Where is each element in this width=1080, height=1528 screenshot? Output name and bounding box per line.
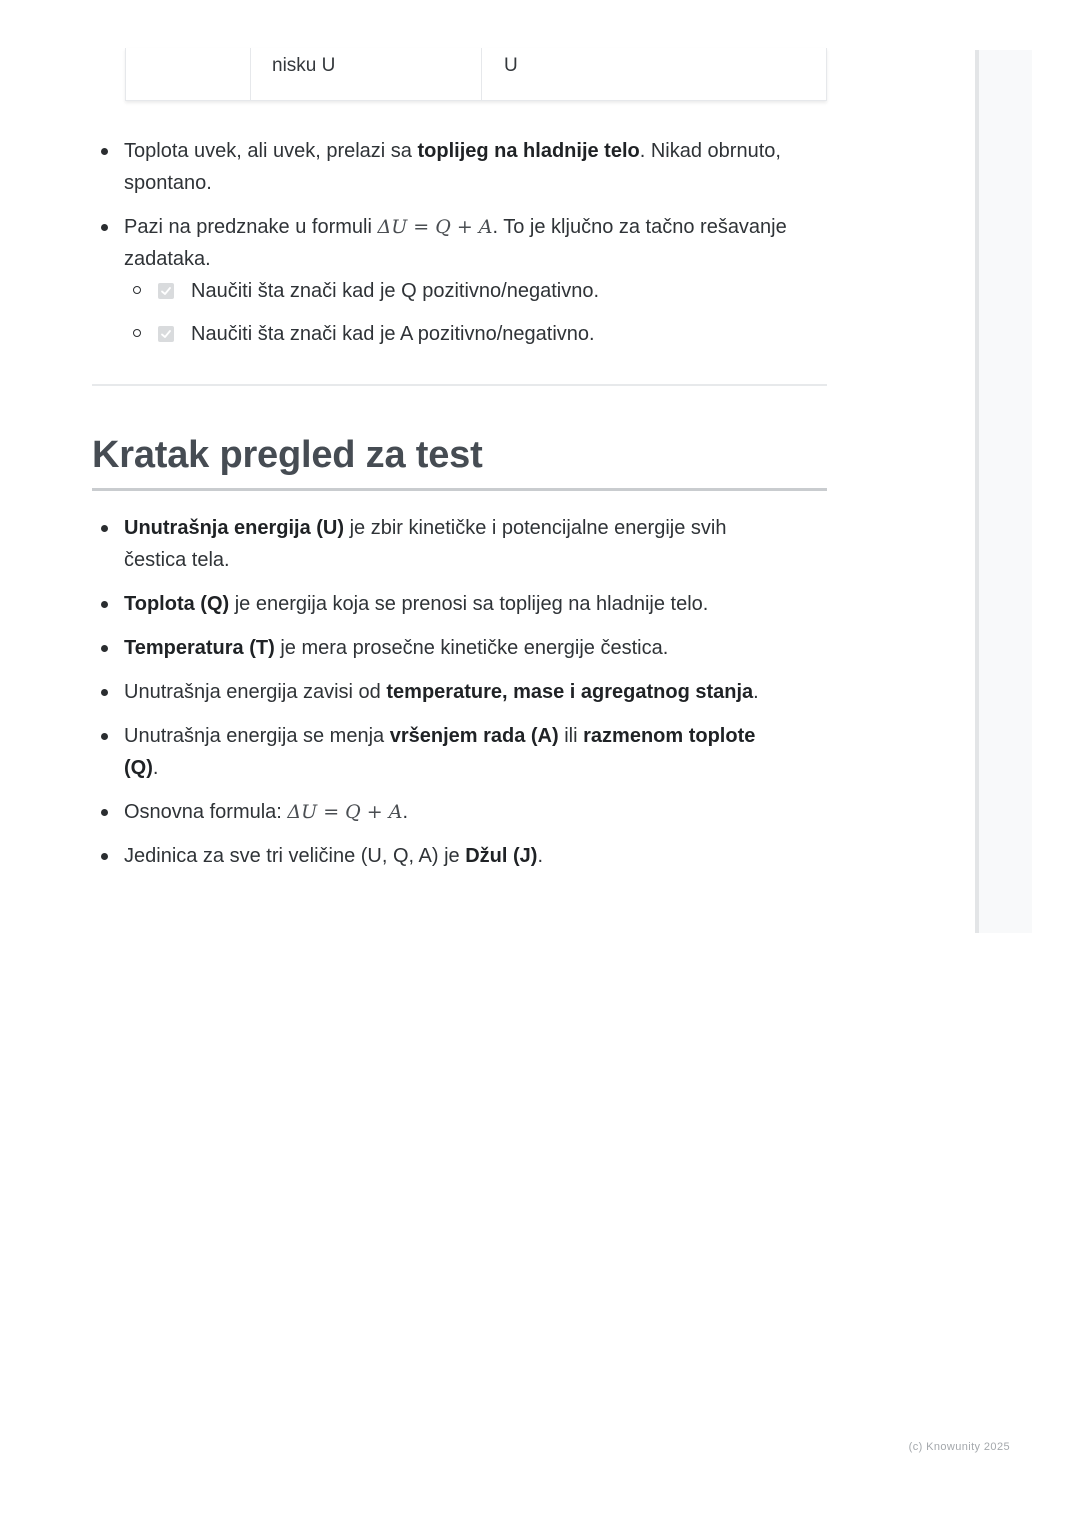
checkbox-checked[interactable] — [158, 326, 174, 342]
text-span: Jedinica za sve tri veličine (U, Q, A) je — [124, 845, 466, 867]
section-heading: Kratak pregled za test — [92, 434, 483, 476]
text-span: čestica tela. — [124, 549, 230, 571]
bold-text: (Q) — [124, 757, 153, 779]
list-item — [92, 211, 828, 361]
formula: ΔU = Q + A — [377, 216, 493, 238]
text-span: je mera prosečne kinetičke energije čestica. — [274, 637, 669, 659]
bold-text: Unutrašnja energija (U) — [124, 517, 345, 539]
text-span: . — [402, 801, 409, 823]
formula: ΔU = Q + A — [287, 801, 403, 823]
list-item — [92, 840, 828, 872]
list-item — [92, 588, 828, 620]
text-span: . — [537, 845, 544, 867]
list-item — [92, 632, 828, 664]
table-cell: nisku U — [250, 48, 482, 100]
bold-text: toplijeg na hladnije telo — [417, 140, 640, 162]
notes-list — [92, 135, 828, 361]
bold-text: Toplota (Q) — [124, 593, 230, 615]
text-span: . — [753, 681, 759, 703]
bold-text: razmenom toplote — [583, 725, 756, 747]
checklist-item — [92, 275, 828, 318]
text-span: Pazi na predznake u formuli — [124, 216, 378, 238]
table-cell: U — [504, 55, 518, 76]
bold-text: vršenjem rada (A) — [389, 725, 559, 747]
list-item — [92, 512, 828, 576]
summary-list — [92, 512, 828, 872]
bold-text: Temperatura (T) — [124, 637, 275, 659]
circle-bullet-icon — [133, 329, 141, 337]
list-item — [92, 676, 828, 708]
text-span: Osnovna formula: — [124, 801, 288, 823]
checklist-label: Naučiti šta znači kad je A pozitivno/negativno. — [191, 323, 595, 345]
text-span: Unutrašnja energija zavisi od — [124, 681, 387, 703]
list-item — [92, 796, 828, 828]
checklist-item — [92, 318, 828, 361]
heading-underline — [92, 488, 827, 491]
text-span: je energija koja se prenosi sa toplijeg na hladnije telo. — [229, 593, 709, 615]
text-span: . To je ključno za tačno rešavanje — [492, 216, 787, 238]
bold-text: temperature, mase i agregatnog stanja — [386, 681, 754, 703]
text-span: Toplota uvek, ali uvek, prelazi sa — [124, 140, 418, 162]
text-span: spontano. — [124, 172, 212, 194]
list-item — [92, 720, 828, 784]
checklist — [124, 275, 828, 361]
side-panel — [975, 50, 1032, 933]
bold-text: Džul (J) — [465, 845, 538, 867]
table-fragment — [125, 48, 827, 101]
text-span: . — [152, 757, 159, 779]
copyright-footer: (c) Knowunity 2025 — [908, 1441, 1010, 1453]
check-icon — [160, 328, 172, 340]
divider — [92, 384, 827, 386]
text-span: je zbir kinetičke i potencijalne energije svih — [344, 517, 727, 539]
checklist-label: Naučiti šta znači kad je Q pozitivno/negativno. — [191, 280, 599, 302]
checkbox-checked[interactable] — [158, 283, 174, 299]
circle-bullet-icon — [133, 286, 141, 294]
text-span: . Nikad obrnuto, — [639, 140, 781, 162]
text-span: zadataka. — [124, 248, 211, 270]
check-icon — [160, 285, 172, 297]
list-item — [92, 135, 828, 199]
text-span: ili — [558, 725, 584, 747]
table-cell — [126, 48, 251, 100]
text-span: Unutrašnja energija se menja — [124, 725, 390, 747]
